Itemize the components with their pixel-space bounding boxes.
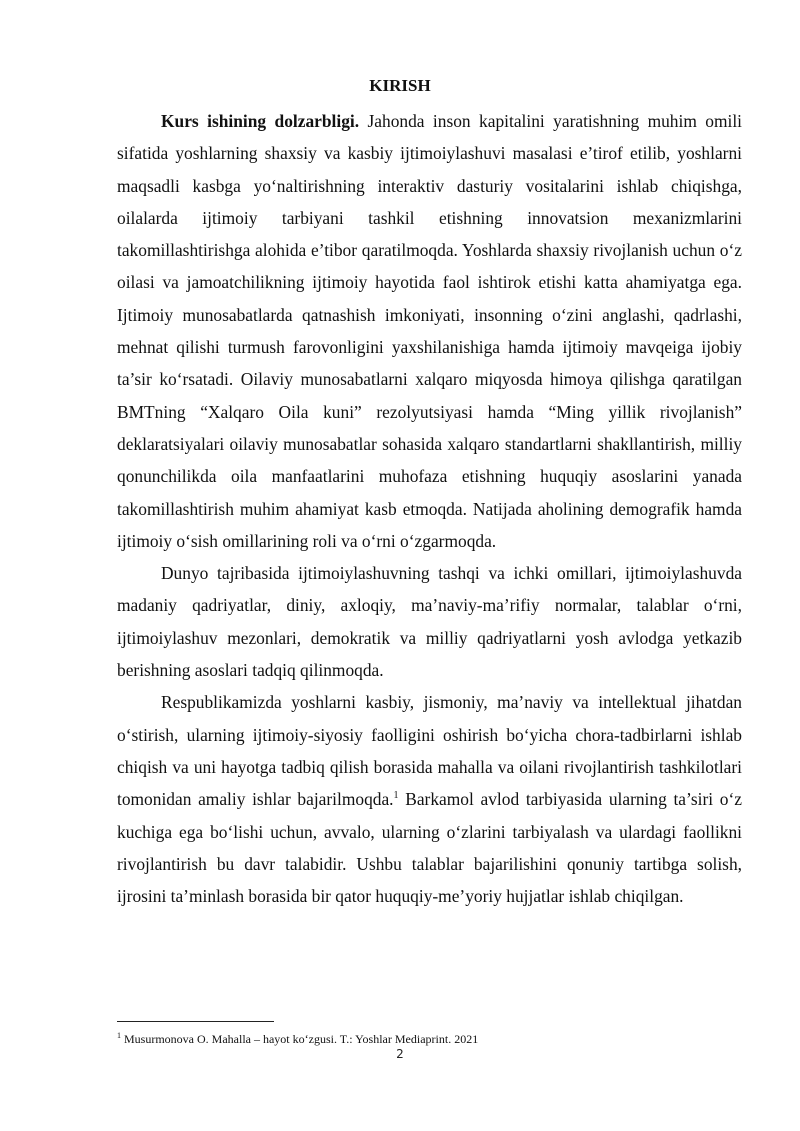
paragraph-1-text: Jahonda inson kapitalini yaratishning muhim omili sifatida yoshlarning shaxsiy va kasbiy ijtimoiylashuvi masalasi e’tirof etilib, yoshlarni maqsadli kasbga yo‘naltirishning interaktiv dasturiy vositalarini ishlab chiqishga, oilalarda ijtimoiy tarbiyani tashkil etishning innovatsion mexanizmlarini takomillashtirishga alohida e’tibor qaratilmoqda. Yoshlarda shaxsiy rivojlanish uchun o‘z oilasi va jamoatchilikning ijtimoiy hayotida faol ishtirok etishi katta ahamiyatga ega. Ijtimoiy munosabatlarda qatnashish imkoniyati, insonning o‘zini anglashi, qadrlashi, mehnat qilishi turmush farovonligini yaxshilanishiga hamda ijtimoiy mavqeiga ijobiy ta’sir ko‘rsatadi. Oilaviy munosabatlarni xalqaro miqyosda himoya qilishga qaratilgan BMTning “Xalqaro Oila kuni” rezolyutsiyasi hamda “Ming yillik rivojlanish” deklaratsiyalari oilaviy munosabatlar sohasida xalqaro standartlarni shakllantirish, milliy qonunchilikda oila manfaatlarini muhofaza etishning huquqiy asoslarini yanada takomillashtirish muhim ahamiyat kasb etmoqda. Natijada aholining demografik hamda ijtimoiy o‘sish omillarining roli va o‘rni o‘zgarmoqda.	[117, 111, 742, 551]
paragraph-3	[117, 686, 742, 912]
paragraph-1	[117, 105, 742, 557]
footnote-text: Musurmonova O. Mahalla – hayot ko‘zgusi. T.: Yoshlar Mediaprint. 2021	[121, 1032, 479, 1046]
section-title: KIRISH	[369, 76, 431, 95]
page-number: 2	[396, 1047, 404, 1061]
paragraph-3-text-start: Respublikamizda yoshlarni kasbiy, jismoniy, ma’naviy va intellektual jihatdan o‘stirish, ularning ijtimoiy-siyosiy faolligini oshirish bo‘yicha chora-tadbirlarni ishlab chiqish va uni hayotga tadbiq qilish borasida mahalla va oilani rivojlantirish tashkilotlari tomonidan amaliy ishlar bajarilmoqda.	[117, 692, 742, 810]
body-text	[117, 105, 742, 912]
paragraph-2-text: Dunyo tajribasida ijtimoiylashuvning tashqi va ichki omillari, ijtimoiylashuvda madaniy qadriyatlar, diniy, axloqiy, ma’naviy-ma’rifiy normalar, talablar o‘rni, ijtimoiylashuv mezonlari, demokratik va milliy qadriyatlarni yosh avlodga yetkazib berishning asoslari tadqiq qilinmoqda.	[117, 563, 742, 681]
paragraph-3-text-end: Barkamol avlod tarbiyasida ularning ta’siri o‘z kuchiga ega bo‘lishi uchun, avvalo, ularning o‘zlarini tarbiyalash va ulardagi faollikni rivojlantirish bu davr talabidir. Ushbu talablar bajarilishini qonuniy tartibga solish, ijrosini ta’minlash borasida bir qator huquqiy-me’yoriy hujjatlar ishlab chiqilgan.	[117, 789, 742, 907]
footnote-separator	[117, 1021, 274, 1022]
paragraph-2	[117, 557, 742, 686]
footnote-reference[interactable]: 1	[393, 790, 399, 802]
footnote-marker: 1	[117, 1031, 121, 1040]
paragraph-lead: Kurs ishining dolzarbligi.	[161, 111, 360, 131]
footnote	[117, 1032, 742, 1046]
